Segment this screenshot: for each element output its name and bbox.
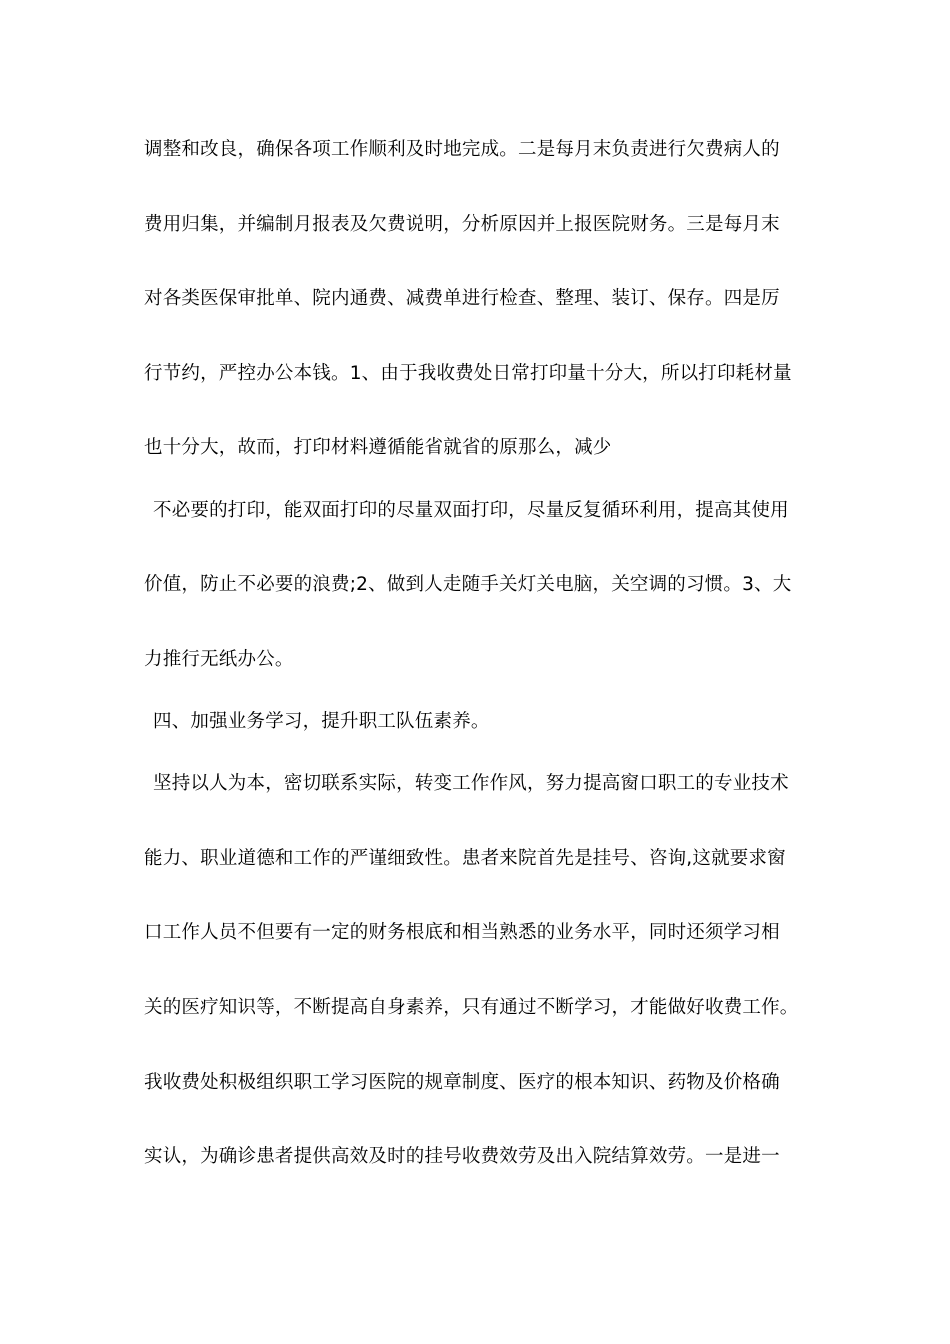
text-line: 对各类医保审批单、院内通费、减费单进行检查、整理、装订、保存。四是厉 <box>144 288 780 309</box>
text-line: 力推行无纸办公。 <box>144 649 294 670</box>
text-line: 费用归集，并编制月报表及欠费说明，分析原因并上报医院财务。三是每月末 <box>144 214 780 235</box>
text-line: 调整和改良，确保各项工作顺利及时地完成。二是每月末负责进行欠费病人的 <box>144 139 780 160</box>
text-line: 也十分大，故而，打印材料遵循能省就省的原那么，减少 <box>144 437 612 458</box>
text-line: 行节约，严控办公本钱。1、由于我收费处日常打印量十分大，所以打印耗材量 <box>144 363 792 384</box>
text-line: 口工作人员不但要有一定的财务根底和相当熟悉的业务水平，同时还须学习相 <box>144 922 780 943</box>
text-line: 实认，为确诊患者提供高效及时的挂号收费效劳及出入院结算效劳。一是进一 <box>144 1146 780 1167</box>
text-line: 不必要的打印，能双面打印的尽量双面打印，尽量反复循环利用，提高其使用 <box>153 500 789 521</box>
text-line: 能力、职业道德和工作的严谨细致性。患者来院首先是挂号、咨询,这就要求窗 <box>144 848 786 869</box>
text-line: 价值，防止不必要的浪费;2、做到人走随手关灯关电脑，关空调的习惯。3、大 <box>144 574 792 595</box>
text-line: 我收费处积极组织职工学习医院的规章制度、医疗的根本知识、药物及价格确 <box>144 1072 780 1093</box>
section-heading: 四、加强业务学习，提升职工队伍素养。 <box>153 711 490 732</box>
text-line: 关的医疗知识等，不断提高自身素养，只有通过不断学习，才能做好收费工作。 <box>144 997 799 1018</box>
text-line: 坚持以人为本，密切联系实际，转变工作作风，努力提高窗口职工的专业技术 <box>153 773 789 794</box>
